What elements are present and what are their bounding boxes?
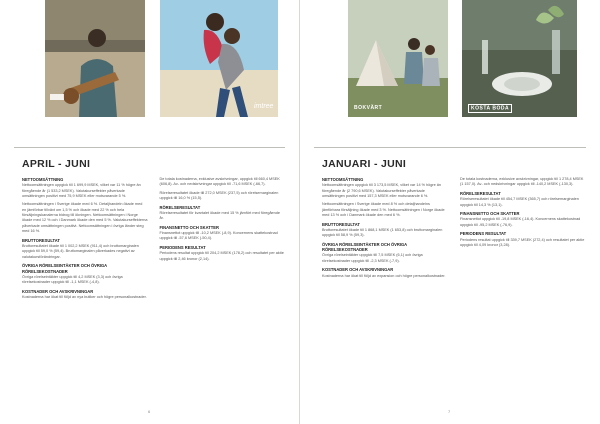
- paragraph: Rörelseresultatet för kvartalet ökade med 15 % jämfört med föregående år.: [159, 210, 281, 221]
- photo-label: BOKVÄRT: [354, 105, 383, 111]
- paragraph: Finansnettot uppgick till -19,8 MSEK (-16,4). Koncernens skattekostnad uppgick till -95,2 MSEK (-76,9).: [460, 217, 581, 227]
- subheading: PERIODENS RESULTAT: [159, 245, 206, 251]
- text-columns: [322, 177, 586, 282]
- text-column-1: [322, 177, 448, 282]
- man-with-guitar-photo: [45, 0, 145, 117]
- subheading: BRUTTORESULTAT: [322, 221, 360, 227]
- brand-watermark: imtree: [254, 103, 274, 110]
- subheading: RÖRELSERESULTAT: [159, 204, 201, 210]
- text-column-2: [160, 177, 286, 303]
- paragraph: Periodens resultat uppgick till 339,7 MSEK (272,4) och resultatet per aktie uppgick till 4,09 kronor (3,28).: [460, 237, 585, 248]
- subheading: ÖVRIGA RÖRELSEINTÄKTER OCH ÖVRIGA RÖRELSEKOSTNADER: [22, 263, 107, 274]
- paragraph: Finansnettot uppgick till -10,2 MSEK (-8,9). Koncernens skattekostnad uppgick till -57,6 MSEK (-50,4).: [159, 231, 278, 241]
- paragraph: Övriga rörelseintäkter uppgick till 4,2 MSEK (3,3) och övriga rörelsekostnader uppgick till -1,1 MSEK (-4,8).: [22, 275, 123, 285]
- right-photo-strip: [300, 0, 600, 147]
- paragraph: Rörelseresultatet ökade till 272,0 MSEK (237,5) och rörelsemarginalen uppgick till 16,0 % (15,5).: [159, 190, 279, 201]
- subheading: KOSTNADER OCH AVSKRIVNINGAR: [322, 267, 394, 273]
- brand-label: KOSTA BODA: [468, 104, 512, 113]
- paragraph: Nettoomsättningen uppgick till 1 699,9 MSEK, vilket var 11 % högre än föregående år (1 533,2 MSEK). Valutakurseffekter påverkade omsättningen positivt med 75,9 MSEK eller motsvarande 5 %.: [22, 183, 141, 199]
- subheading: NETTOOMSÄTTNING: [22, 177, 64, 182]
- paragraph: Bruttoresultatet ökade till 1 002,2 MSEK (911,4) och bruttomarginalen uppgick till 59,0 % (59,4). Bruttomarginalen påverkades negativt av valutakursförändringar.: [22, 244, 139, 259]
- tent-people-photo: [348, 0, 448, 117]
- subheading: RÖRELSERESULTAT: [460, 191, 501, 196]
- paragraph: Nettoomsättningen i Sverige ökade med 6 %. Detaljhandeln ökade med en jämförbar tillväxt om 1,5 % och ökade med 22 % och hela försäljningskanalerna bidrog till ökningen. Nettoomsättningen i Norge ökade med 12 % och i Danmark ökade den med 5 %. Valutakurseffekterna påverkade omsättningen positivt. Nettoomsättningen i övriga länder steg med 16 %.: [22, 202, 148, 234]
- paragraph: Kostnaderna har ökat till följd av expansion och högre personalkostnader.: [322, 273, 446, 278]
- right-page: [300, 0, 600, 424]
- subheading: NETTOOMSÄTTNING: [322, 177, 364, 182]
- divider: [14, 147, 285, 148]
- subheading: BRUTTORESULTAT: [22, 237, 60, 243]
- page-number: 7: [448, 409, 451, 414]
- subheading: ÖVRIGA RÖRELSEINTÄKTER OCH ÖVRIGA RÖRELSEKOSTNADER: [322, 241, 407, 253]
- table-setting-photo: [462, 0, 577, 117]
- paragraph: Periodens resultat uppgick till 204,2 MSEK (178,2) och resultatet per aktie uppgick till 2,46 kronor (2,14).: [159, 251, 284, 261]
- page-number: 6: [148, 409, 151, 414]
- subheading: FINANSNETTO OCH SKATTER: [159, 224, 219, 230]
- text-column-2: [460, 177, 586, 282]
- paragraph: De totala kostnaderna, exklusive avskrivningar, uppgick till 1 278,4 MSEK (1 157,0). Av- och nedskrivningar uppgick till -140,2 MSEK (-130,3).: [460, 177, 584, 187]
- section-title: APRIL - JUNI: [22, 158, 91, 170]
- text-column-1: [22, 177, 148, 303]
- section-title: JANUARI - JUNI: [322, 158, 407, 170]
- paragraph: Nettoomsättningen i Sverige ökade med 8 % och detaljhandelns jämförbara försäljning ökade med 3 %. Nettoomsättningen i Norge ökade med 13 % och i Danmark ökade den med 6 %.: [322, 202, 445, 218]
- subheading: PERIODENS RESULTAT: [460, 231, 507, 237]
- photo-label: [468, 105, 512, 111]
- paragraph: Övriga rörelseintäkter uppgick till 7,5 MSEK (6,1) och övriga rörelsekostnader uppgick till -2,3 MSEK (-7,9).: [322, 253, 423, 263]
- paragraph: De totala kostnaderna, exklusive avskrivningar, uppgick till 660,4 MSEK (606,8). Av- och nedskrivningar uppgick till -71,6 MSEK (-66,7).: [159, 177, 280, 187]
- subheading: FINANSNETTO OCH SKATTER: [460, 211, 520, 217]
- paragraph: Rörelseresultatet ökade till 454,7 MSEK (365,7) och rörelsemarginalen uppgick till 14,3 % (13,1).: [460, 197, 579, 207]
- text-columns: [22, 177, 285, 303]
- divider: [314, 147, 586, 148]
- paragraph: Nettoomsättningen uppgick till 3 173,5 MSEK, vilket var 14 % högre än föregående år (2 790,6 MSEK). Valutakurseffekter påverkade omsättningen positivt med 157,3 MSEK eller motsvarande 6 %.: [322, 183, 442, 199]
- paragraph: Kostnaderna har ökat till följd av nya butiker och högre personalkostnader.: [22, 295, 147, 300]
- subheading: KOSTNADER OCH AVSKRIVNINGAR: [22, 289, 94, 295]
- left-photo-strip: [0, 0, 300, 147]
- couple-piggyback-photo: [160, 0, 278, 117]
- paragraph: Bruttoresultatet ökade till 1 868,1 MSEK (1 653,8) och bruttomarginalen uppgick till 58,9 % (59,3).: [322, 227, 443, 238]
